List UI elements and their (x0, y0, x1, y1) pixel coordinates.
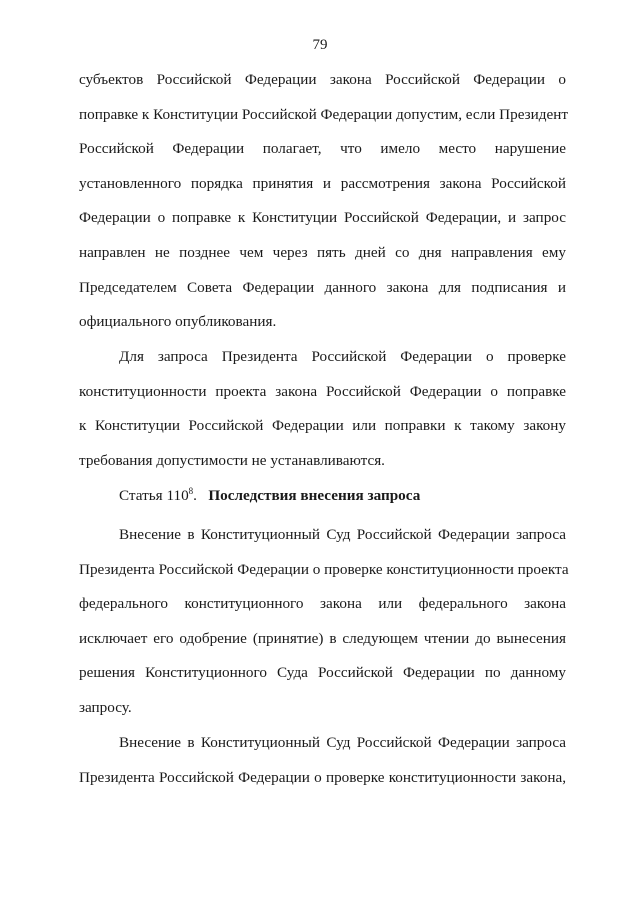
paragraph-admissibility (79, 340, 566, 478)
text-line: официального опубликования. (79, 313, 277, 331)
paragraph-consequences (79, 518, 569, 726)
paragraph-continuation (79, 63, 569, 340)
text-line: Председателем Совета Федерации данного закона для подписания и (79, 278, 566, 296)
text-line: Президента Российской Федерации о проверке конституционности проекта (79, 560, 569, 578)
text-line: поправке к Конституции Российской Федерации допустим, если Президент (79, 105, 569, 123)
text-line: Внесение в Конституционный Суд Российской Федерации запроса (119, 526, 566, 543)
text-line: Федерации о поправке к Конституции Российской Федерации, и запрос (79, 209, 566, 227)
text-line: Внесение в Конституционный Суд Российской Федерации запроса (119, 734, 566, 751)
article-number: Статья 110 (119, 487, 189, 504)
text-line: к Конституции Российской Федерации или поправки к такому закону (79, 417, 566, 435)
article-superscript: 8 (188, 486, 194, 496)
text-line: субъектов Российской Федерации закона Российской Федерации о (79, 71, 566, 88)
text-line: Для запроса Президента Российской Федерации о проверке (119, 348, 566, 365)
article-title: Последствия внесения запроса (208, 487, 421, 504)
text-line: федерального конституционного закона или федерального закона (79, 595, 566, 613)
article-number-dot: . (193, 487, 197, 504)
article-heading (79, 479, 566, 514)
text-line: установленного порядка принятия и рассмотрения закона Российской (79, 174, 566, 192)
text-line: запросу. (79, 698, 132, 716)
text-line: конституционности проекта закона Российской Федерации о поправке (79, 382, 566, 400)
text-line: требования допустимости не устанавливаются. (79, 451, 385, 469)
page-number: 79 (312, 37, 328, 53)
text-line: направлен не позднее чем через пять дней со дня направления ему (79, 243, 566, 261)
text-line: Российской Федерации полагает, что имело место нарушение (79, 140, 566, 158)
text-line: исключает его одобрение (принятие) в следующем чтении до вынесения (79, 629, 566, 647)
text-line: Президента Российской Федерации о проверке конституционности закона, (79, 768, 566, 786)
text-line: решения Конституционного Суда Российской Федерации по данному (79, 664, 566, 682)
paragraph-law-check (79, 726, 566, 795)
